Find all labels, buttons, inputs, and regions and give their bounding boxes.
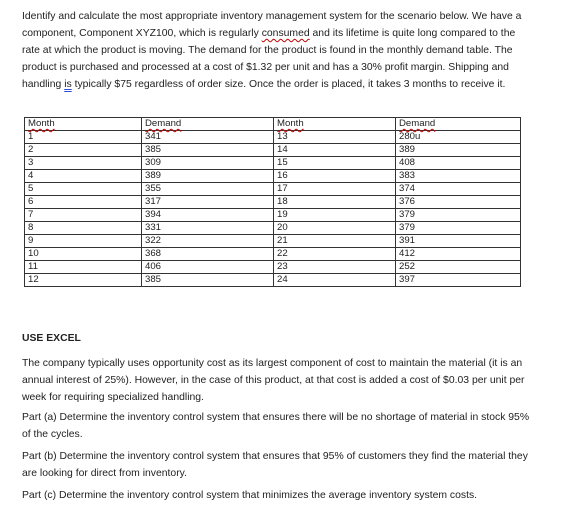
document-page: [22, 8, 542, 93]
table-cell: 22: [274, 248, 396, 261]
table-row: [25, 261, 521, 274]
table-cell: 20: [274, 222, 396, 235]
table-cell: 16: [274, 170, 396, 183]
table-cell: 18: [274, 196, 396, 209]
table-cell: 23: [274, 261, 396, 274]
table-cell: 6: [25, 196, 142, 209]
table-cell: 15: [274, 157, 396, 170]
table-cell: 9: [25, 235, 142, 248]
cost-paragraph: The company typically uses opportunity cost as its largest component of cost to maintain the material (it is an annual interest of 25%). However, in the case of this product, at that cost is added a cost of $0.03 per unit per week for requiring specialized handling.: [22, 358, 525, 403]
intro-paragraph: [22, 8, 528, 93]
table-cell: 322: [142, 235, 274, 248]
table-row: [25, 196, 521, 209]
table-row: [25, 274, 521, 287]
table-cell: 309: [142, 157, 274, 170]
part-a-paragraph: Part (a) Determine the inventory control system that ensures there will be no shortage of material in stock 95% of the cycles.: [22, 412, 530, 440]
spell-flagged-word: consumed: [261, 28, 310, 39]
table-cell: 341: [142, 131, 274, 144]
table-cell: 21: [274, 235, 396, 248]
table-row: [25, 209, 521, 222]
table-cell: 11: [25, 261, 142, 274]
table-cell: 5: [25, 183, 142, 196]
table-cell: 412: [396, 248, 521, 261]
table-row: [25, 222, 521, 235]
table-cell: 385: [142, 274, 274, 287]
table-cell: 331: [142, 222, 274, 235]
table-cell: 394: [142, 209, 274, 222]
grammar-flagged-word: is: [64, 79, 72, 90]
table-cell: 3: [25, 157, 142, 170]
table-row: [25, 144, 521, 157]
part-c-paragraph: Part (c) Determine the inventory control system that minimizes the average inventory system costs.: [22, 490, 478, 501]
demand-table: [24, 117, 521, 287]
table-cell: 12: [25, 274, 142, 287]
column-header-demand-1: Demand: [142, 118, 274, 131]
table-cell: 397: [396, 274, 521, 287]
table-cell: 355: [142, 183, 274, 196]
table-cell: 19: [274, 209, 396, 222]
table-cell: 368: [142, 248, 274, 261]
table-cell: 385: [142, 144, 274, 157]
table-cell: 389: [396, 144, 521, 157]
use-excel-heading: USE EXCEL: [22, 333, 81, 344]
table-row: [25, 131, 521, 144]
table-cell: 252: [396, 261, 521, 274]
table-row: [25, 235, 521, 248]
table-cell: 383: [396, 170, 521, 183]
table-body: [25, 131, 521, 287]
table-row: [25, 170, 521, 183]
table-cell: 376: [396, 196, 521, 209]
intro-text-1: Identify and calculate the most appropriate inventory management system for the scenario below. We have a component, Component XYZ100, which is regularly: [22, 11, 522, 39]
table-cell: 8: [25, 222, 142, 235]
table-cell: 317: [142, 196, 274, 209]
table-cell: 14: [274, 144, 396, 157]
column-header-month-1: Month: [25, 118, 142, 131]
table-cell: 280u: [396, 131, 521, 144]
table-cell: 374: [396, 183, 521, 196]
table-header-row: [25, 118, 521, 131]
intro-text-3: typically $75 regardless of order size. Once the order is placed, it takes 3 months to receive it.: [71, 79, 506, 90]
column-header-demand-2: Demand: [396, 118, 521, 131]
table-row: [25, 183, 521, 196]
table-row: [25, 248, 521, 261]
table-row: [25, 157, 521, 170]
table-cell: 2: [25, 144, 142, 157]
table-cell: 379: [396, 222, 521, 235]
table-cell: 408: [396, 157, 521, 170]
table-cell: 389: [142, 170, 274, 183]
table-cell: 391: [396, 235, 521, 248]
part-b-paragraph: Part (b) Determine the inventory control system that ensures that 95% of customers they find the material they are looking for direct from inventory.: [22, 451, 528, 479]
intro-text-2: and its lifetime is quite long compared to the rate at which the product is moving. The demand for the product is found in the monthly demand table. The product is purchased and processed at a cost of $1.32 per unit and has a 30% profit margin. Shipping and handling: [22, 28, 516, 90]
table-cell: 24: [274, 274, 396, 287]
table-cell: 406: [142, 261, 274, 274]
table-cell: 7: [25, 209, 142, 222]
table-cell: 13: [274, 131, 396, 144]
table-cell: 10: [25, 248, 142, 261]
column-header-month-2: Month: [274, 118, 396, 131]
table-cell: 379: [396, 209, 521, 222]
table-cell: 4: [25, 170, 142, 183]
table-cell: 1: [25, 131, 142, 144]
table-cell: 17: [274, 183, 396, 196]
